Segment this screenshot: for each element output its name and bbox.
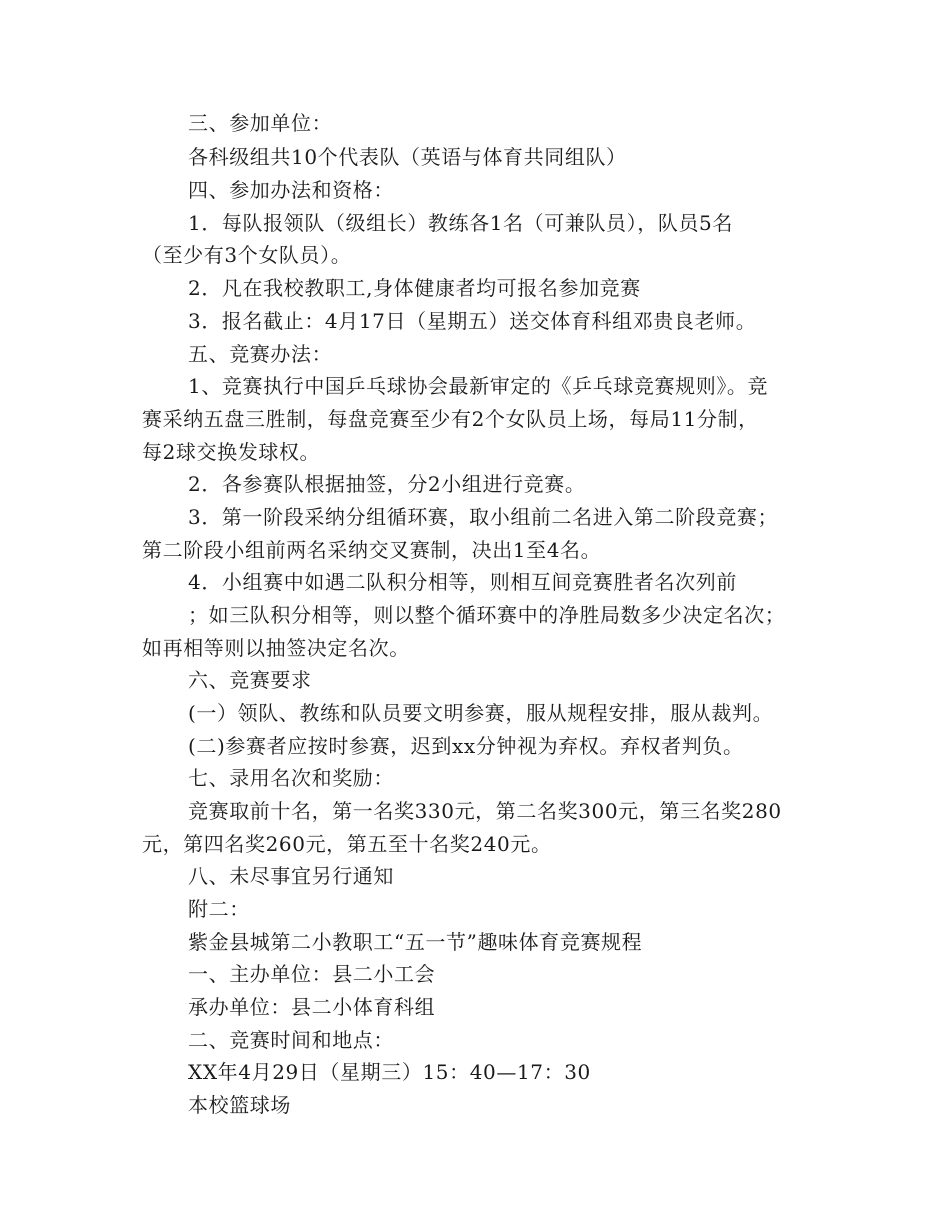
paragraph-line: 3．第一阶段采纳分组循环赛，取小组前二名进入第二阶段竞赛； — [188, 505, 779, 529]
heading-awards: 七、录用名次和奖励： — [188, 766, 394, 790]
paragraph-line: 承办单位：县二小体育科组 — [188, 995, 436, 1019]
document-title: 紫金县城第二小教职工“五一节”趣味体育竞赛规程 — [188, 930, 643, 954]
heading-competition-method: 五、竞赛办法： — [188, 342, 333, 366]
paragraph-line: 1．每队报领队（级组长）教练各1名（可兼队员），队员5名 — [188, 211, 733, 235]
heading-organizer: 一、主办单位：县二小工会 — [188, 962, 436, 986]
paragraph-line: 元，第四名奖260元，第五至十名奖240元。 — [142, 832, 552, 856]
paragraph-line: 本校篮球场 — [188, 1093, 291, 1117]
paragraph-line: 竞赛取前十名，第一名奖330元，第二名奖300元，第三名奖280 — [188, 799, 782, 823]
heading-other-matters: 八、未尽事宜另行通知 — [188, 864, 394, 888]
paragraph-line: 第二阶段小组前两名采纳交叉赛制，决出1至4名。 — [142, 538, 602, 562]
paragraph-line: ；如三队积分相等，则以整个循环赛中的净胜局数多少决定名次； — [188, 603, 786, 627]
paragraph-line: 2．凡在我校教职工,身体健康者均可报名参加竞赛 — [188, 276, 641, 300]
paragraph-line: (一）领队、教练和队员要文明参赛，服从规程安排，服从裁判。 — [188, 701, 774, 725]
heading-participants: 三、参加单位： — [188, 111, 333, 135]
heading-requirements: 六、竞赛要求 — [188, 668, 312, 692]
paragraph-line: 如再相等则以抽签决定名次。 — [142, 636, 410, 660]
paragraph-line: 3．报名截止：4月17日（星期五）送交体育科组邓贵良老师。 — [188, 309, 757, 333]
heading-method-qualification: 四、参加办法和资格： — [188, 178, 394, 202]
paragraph-line: 赛采纳五盘三胜制，每盘竞赛至少有2个女队员上场，每局11分制， — [142, 407, 759, 431]
heading-time-location: 二、竞赛时间和地点： — [188, 1028, 394, 1052]
paragraph-line: 各科级组共10个代表队（英语与体育共同组队） — [188, 145, 627, 169]
paragraph-line: (二)参赛者应按时参赛，迟到xx分钟视为弃权。弃权者判负。 — [188, 734, 744, 758]
paragraph-line: 1、竞赛执行中国乒乓球协会最新审定的《乒乓球竞赛规则》。竞 — [188, 374, 769, 398]
paragraph-line: 每2球交换发球权。 — [142, 440, 321, 464]
paragraph-line: 2．各参赛队根据抽签，分2小组进行竞赛。 — [188, 472, 586, 496]
heading-appendix-two: 附二： — [188, 897, 250, 921]
paragraph-line: 4．小组赛中如遇二队积分相等，则相互间竞赛胜者名次列前 — [188, 570, 737, 594]
paragraph-line: （至少有3个女队员）。 — [142, 243, 352, 267]
paragraph-line: XX年4月29日（星期三）15：40—17：30 — [188, 1060, 591, 1084]
